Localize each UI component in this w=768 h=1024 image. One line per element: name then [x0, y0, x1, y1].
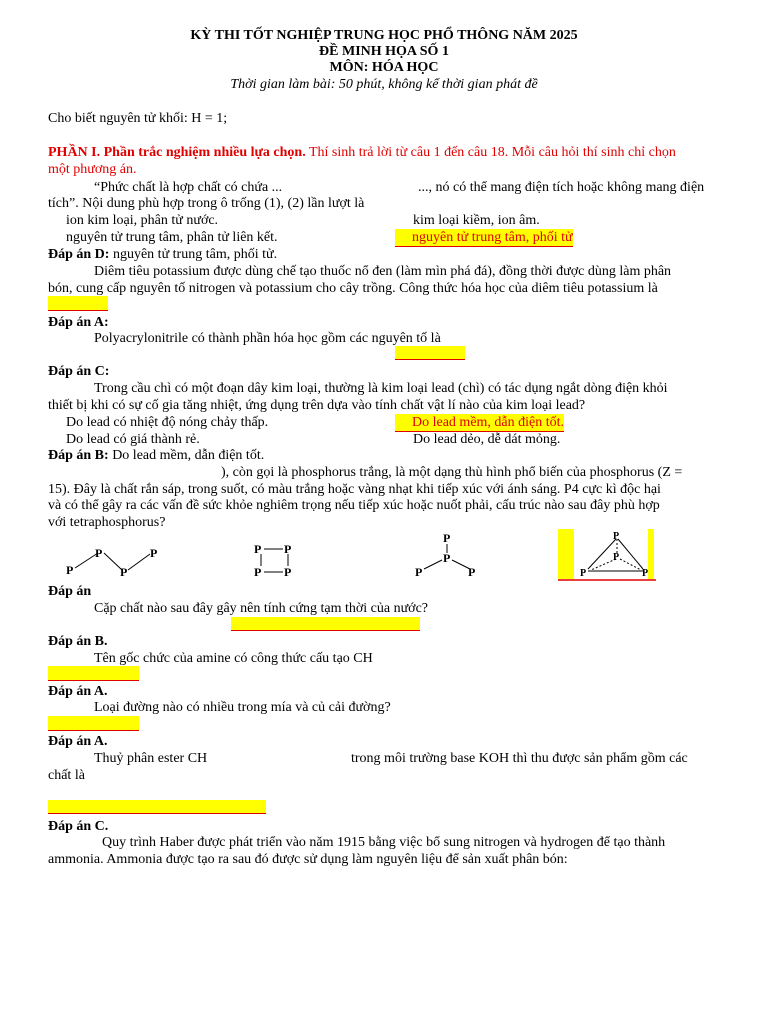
- q9-stem-part1: Thuỷ phân ester CH: [94, 751, 208, 766]
- q3-highlight-blank: [395, 346, 465, 360]
- q1-option-a: ion kim loại, phân tử nước.: [66, 213, 219, 228]
- q9-answer-label: Đáp án C.: [48, 819, 109, 834]
- atom-label: P: [415, 565, 423, 579]
- atom-label: P: [580, 568, 587, 579]
- atom-label: P: [642, 568, 649, 579]
- q2-stem-line2: bón, cung cấp nguyên tố nitrogen và potassium cho cây trồng. Công thức hóa học của diêm tiêu potassium là: [48, 281, 658, 296]
- q3-answer-label: Đáp án C:: [48, 364, 110, 379]
- q6-highlight-blank: [231, 617, 420, 631]
- q1-option-b: kim loại kiềm, ion âm.: [413, 213, 540, 228]
- part1-instructions: Thí sinh trả lời từ câu 1 đến câu 18. Mỗi câu hỏi thí sinh chỉ chọn: [305, 145, 676, 160]
- part1-instructions-cont: một phương án.: [48, 162, 137, 177]
- q1-option-c: nguyên tử trung tâm, phân tử liên kết.: [66, 230, 278, 245]
- q7-stem: Tên gốc chức của amine có công thức cấu tạo CH: [94, 651, 373, 666]
- q4-option-d: Do lead dẻo, dễ dát mỏng.: [413, 432, 561, 447]
- q4-option-c: Do lead có giá thành rẻ.: [66, 432, 200, 447]
- q2-stem-line1: Diêm tiêu potassium được dùng chế tạo thuốc nổ đen (làm mìn phá đá), đồng thời được dùng làm phân: [94, 264, 672, 279]
- q1-stem-line2: tích”. Nội dung phù hợp trong ô trống (1), (2) lần lượt là: [48, 196, 365, 211]
- q1-option-d-highlighted: nguyên tử trung tâm, phối tử: [395, 229, 573, 247]
- q5-structure-d-highlighted: [558, 529, 656, 583]
- atom-label: P: [468, 565, 476, 579]
- q6-answer-label: Đáp án B.: [48, 634, 108, 649]
- q1-answer: [48, 246, 277, 263]
- q7-highlight-blank: [48, 666, 139, 681]
- q5-answer-label: Đáp án: [48, 584, 92, 599]
- atom-label: P: [66, 563, 74, 577]
- q7-answer-label: Đáp án A.: [48, 684, 108, 699]
- q8-answer-label: Đáp án A.: [48, 734, 108, 749]
- q3-stem: Polyacrylonitrile có thành phần hóa học gồm các nguyên tố là: [94, 331, 441, 346]
- q10-stem-line1: Quy trình Haber được phát triển vào năm 1915 bằng việc bổ sung nitrogen và hydrogen để tạo thành: [102, 835, 666, 850]
- q5-stem-line1: ), còn gọi là phosphorus trắng, là một dạng thù hình phổ biến của phosphorus (Z =: [221, 465, 683, 480]
- q2-highlight-blank: [48, 296, 108, 311]
- q1-stem-part1: “Phức chất là hợp chất có chứa ...: [94, 180, 283, 195]
- q10-stem-line2: ammonia. Ammonia được tạo ra sau đó được sử dụng làm nguyên liệu để sản xuất phân bón:: [48, 852, 568, 867]
- atom-label: P: [284, 542, 292, 556]
- q4-answer-label: Đáp án B:: [48, 448, 109, 463]
- q4-answer: [48, 447, 264, 464]
- q9-stem-part2: trong môi trường base KOH thì thu được sản phẩm gồm các: [351, 751, 688, 766]
- q5-stem-line2: 15). Đây là chất rắn sáp, trong suốt, có màu trắng hoặc vàng nhạt khi tiếp xúc với ánh sáng. P4 cực kì độc hại: [48, 482, 661, 497]
- q9-stem-line2: chất là: [48, 768, 85, 783]
- q4-stem-line2: thiết bị khi có sự cố gia tăng nhiệt, ứng dụng trên dựa vào tính chất vật lí nào của kim loại lead?: [48, 398, 586, 413]
- q1-answer-text: nguyên tử trung tâm, phối tử.: [109, 247, 278, 262]
- exam-subtitle: ĐỀ MINH HỌA SỐ 1: [319, 44, 449, 59]
- q8-stem: Loại đường nào có nhiều trong mía và củ cải đường?: [94, 700, 391, 715]
- q9-highlight-blank: [48, 800, 266, 814]
- q4-option-a: Do lead có nhiệt độ nóng chảy thấp.: [66, 415, 269, 430]
- q5-structure-b: [248, 538, 308, 583]
- atom-label: P: [95, 546, 103, 560]
- atom-label: P: [284, 565, 292, 579]
- part1-title: PHẦN I. Phần trắc nghiệm nhiều lựa chọn.: [48, 145, 306, 160]
- given-atomic-mass: Cho biết nguyên tử khối: H = 1;: [48, 111, 228, 126]
- atom-label: P: [254, 565, 262, 579]
- q1-stem-part2: ..., nó có thể mang điện tích hoặc không mang điện: [418, 180, 705, 195]
- q4-option-b-highlighted: Do lead mềm, dẫn điện tốt.: [395, 414, 564, 432]
- exam-time: Thời gian làm bài: 50 phút, không kể thời gian phát đề: [230, 77, 538, 92]
- q8-highlight-blank: [48, 716, 139, 731]
- q5-structure-a: [60, 540, 170, 585]
- atom-label: P: [254, 542, 262, 556]
- atom-label: P: [613, 552, 620, 563]
- atom-label: P: [613, 531, 620, 542]
- atom-label: P: [150, 546, 158, 560]
- q5-stem-line3: và có thể gây ra các vấn đề sức khỏe nghiêm trọng nếu tiếp xúc hoặc nuốt phải, cấu trúc nào sau đây phù hợp: [48, 498, 660, 513]
- q5-structure-c: [410, 530, 490, 580]
- exam-title: KỲ THI TỐT NGHIỆP TRUNG HỌC PHỔ THÔNG NĂM 2025: [190, 28, 578, 43]
- part1-heading: [48, 144, 676, 161]
- atom-label: P: [120, 565, 128, 579]
- exam-subject: MÔN: HÓA HỌC: [329, 60, 439, 75]
- q1-answer-label: Đáp án D:: [48, 247, 110, 262]
- q5-stem-line4: với tetraphosphorus?: [48, 515, 166, 530]
- q4-stem-line1: Trong cầu chì có một đoạn dây kim loại, thường là kim loại lead (chì) có tác dụng ngắt dòng điện khỏi: [94, 381, 668, 396]
- atom-label: P: [443, 531, 451, 545]
- q6-stem: Cặp chất nào sau đây gây nên tính cứng tạm thời của nước?: [94, 601, 428, 616]
- q2-answer-label: Đáp án A:: [48, 315, 109, 330]
- q4-answer-text: Do lead mềm, dẫn điện tốt.: [108, 448, 265, 463]
- atom-label: P: [443, 551, 451, 565]
